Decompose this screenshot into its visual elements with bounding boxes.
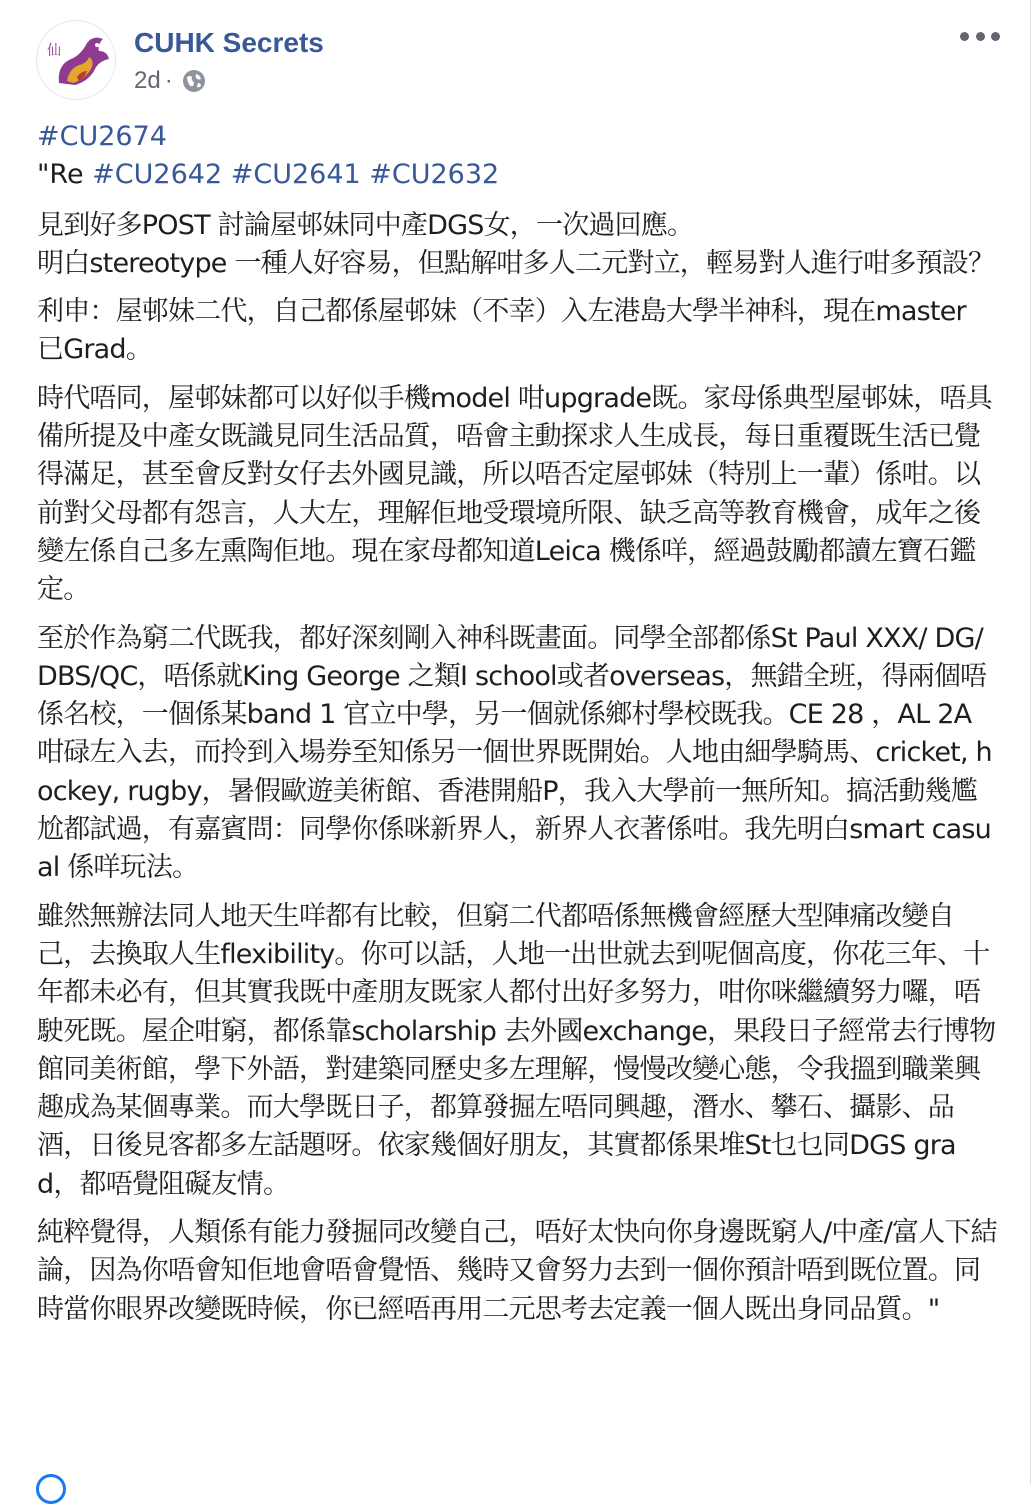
more-dot [960, 32, 969, 41]
post-paragraph: 時代唔同，屋邨妹都可以好似手機model 咁upgrade既。家母係典型屋邨妹，唔具備所提及中產女既識見同生活品質，唔會主動探求人生成長，每日重覆既生活已覺得滿足，甚至會反對女仔去外國見識，所以唔否定屋邨妹（特別上一輩）係咁。以前對父母都有怨言，人大左，理解佢地受環境所限、缺乏高等教育機會，成年之後變左係自己多左熏陶佢地。現在家母都知道Leica 機係咩，經過鼓勵都讀左寶石鑑定。 [37, 382, 992, 606]
post-header [0, 0, 1030, 110]
post-paragraph: 見到好多POST 討論屋邨妹同中產DGS女，一次過回應。 明白stereotype 一種人好容易，但點解咁多人二元對立，輕易對人進行咁多預設？ [37, 209, 995, 279]
page-name-link[interactable]: CUHK Secrets [134, 27, 324, 58]
svg-text:仙: 仙 [47, 43, 61, 59]
reply-line [37, 156, 997, 194]
more-dot [976, 32, 985, 41]
page-logo-icon [37, 21, 116, 100]
post-paragraph: 利申：屋邨妹二代，自己都係屋邨妹（不幸）入左港島大學半神科，現在master 已Grad。 [37, 296, 974, 366]
post-meta [134, 64, 207, 98]
more-options-button[interactable] [960, 26, 1000, 46]
reply-prefix: "Re [37, 159, 84, 191]
hashtag-link[interactable]: #CU2641 [230, 159, 361, 191]
more-dot [991, 32, 1000, 41]
post-paragraph: 雖然無辦法同人地天生咩都有比較，但窮二代都唔係無機會經歷大型陣痛改變自己，去換取人生flexibility。你可以話，人地一出世就去到呢個高度，你花三年、十年都未必有，但其實我既中產朋友既家人都付出好多努力，咁你咪繼續努力囉，唔駛死既。屋企咁窮，都係靠scholarship 去外國exchange，果段日子經常去行博物館同美術館，學下外語，對建築同歷史多左理解，慢慢改變心態，令我搵到職業興趣成為某個專業。而大學既日子，都算發掘左唔同興趣，潛水、攀石、攝影、品酒，日後見客都多左話題呀。依家幾個好朋友，其實都係果堆St乜乜同DGS grad，都唔覺阻礙友情。 [37, 900, 996, 1200]
main-hashtag-line [37, 118, 997, 156]
hashtag-link[interactable]: #CU2642 [92, 159, 223, 191]
hashtag-link[interactable]: #CU2632 [369, 159, 500, 191]
reaction-icon[interactable] [36, 1474, 66, 1504]
meta-separator: · [164, 67, 173, 94]
page-avatar[interactable] [36, 20, 116, 100]
post-timestamp[interactable]: 2d [134, 67, 161, 94]
post-paragraph: 純粹覺得，人類係有能力發掘同改變自己，唔好太快向你身邊既窮人/中產/富人下結論，因為你唔會知佢地會唔會覺悟、幾時又會努力去到一個你預計唔到既位置。同時當你眼界改變既時候，你已經唔再用二元思考去定義一個人既出身同品質。" [37, 1217, 997, 1325]
hashtag-link[interactable]: #CU2674 [37, 121, 167, 152]
post-body [37, 118, 997, 1329]
globe-icon[interactable] [181, 68, 207, 94]
post-paragraph: 至於作為窮二代既我，都好深刻剛入神科既畫面。同學全部都係St Paul XXX/ DG/DBS/QC，唔係就King George 之類I school或者overseas，無錯全班，得兩個唔係名校，一個係某band 1 官立中學，另一個就係鄉村學校既我。CE 28 ，AL 2A咁碌左入去，而拎到入場券至知係另一個世界既開始。人地由細學騎馬、cricket, hockey, rugby，暑假歐遊美術館、香港開船P，我入大學前一無所知。搞活動幾尷尬都試過，有嘉賓問：同學你係咪新界人，新界人衣著係咁。我先明白smart casual 係咩玩法。 [37, 622, 992, 884]
